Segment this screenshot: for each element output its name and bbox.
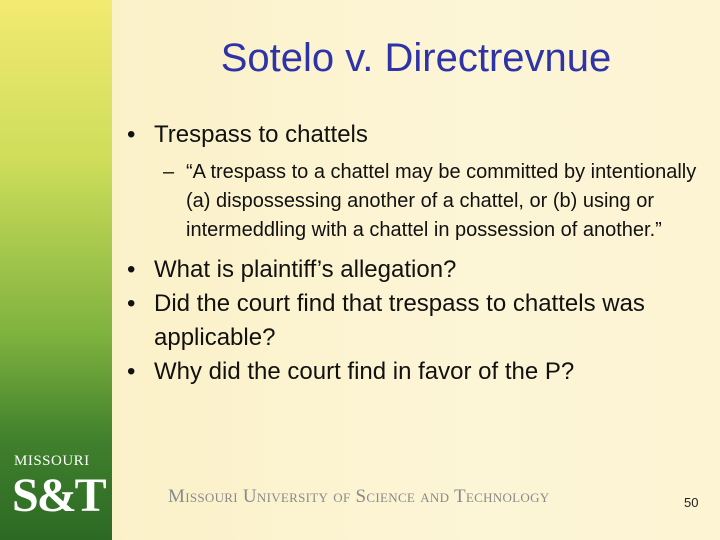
logo-st-mark: S&T <box>12 469 105 522</box>
bullet-item <box>127 118 697 152</box>
page-number: 50 <box>684 495 699 510</box>
bullet-marker: • <box>127 121 136 148</box>
slide-title: Sotelo v. Directrevnue <box>220 36 612 80</box>
bullet-text: What is plaintiff’s allegation? <box>154 256 457 283</box>
sub-bullet-item <box>127 158 697 245</box>
university-name: Missouri University of Science and Technology <box>168 486 550 507</box>
bullet-text: Trespass to chattels <box>154 121 368 148</box>
bullet-marker: • <box>127 358 136 385</box>
bullet-text: Why did the court find in favor of the P? <box>154 358 575 385</box>
bullet-item <box>127 253 697 287</box>
logo-missouri-text: MISSOURI <box>14 453 90 469</box>
bullet-text: Did the court find that trespass to chattels was applicable? <box>154 290 645 351</box>
bullet-marker: • <box>127 290 136 317</box>
sub-bullet-text: “A trespass to a chattel may be committed by intentionally (a) dispossessing another of a chattel, or (b) using or intermeddling with a chattel in possession of another.” <box>186 161 697 241</box>
bullet-marker: • <box>127 256 136 283</box>
bullet-item <box>127 355 697 389</box>
sub-bullet-marker: – <box>163 161 175 183</box>
bullet-list <box>127 118 697 389</box>
bullet-item <box>127 287 697 355</box>
